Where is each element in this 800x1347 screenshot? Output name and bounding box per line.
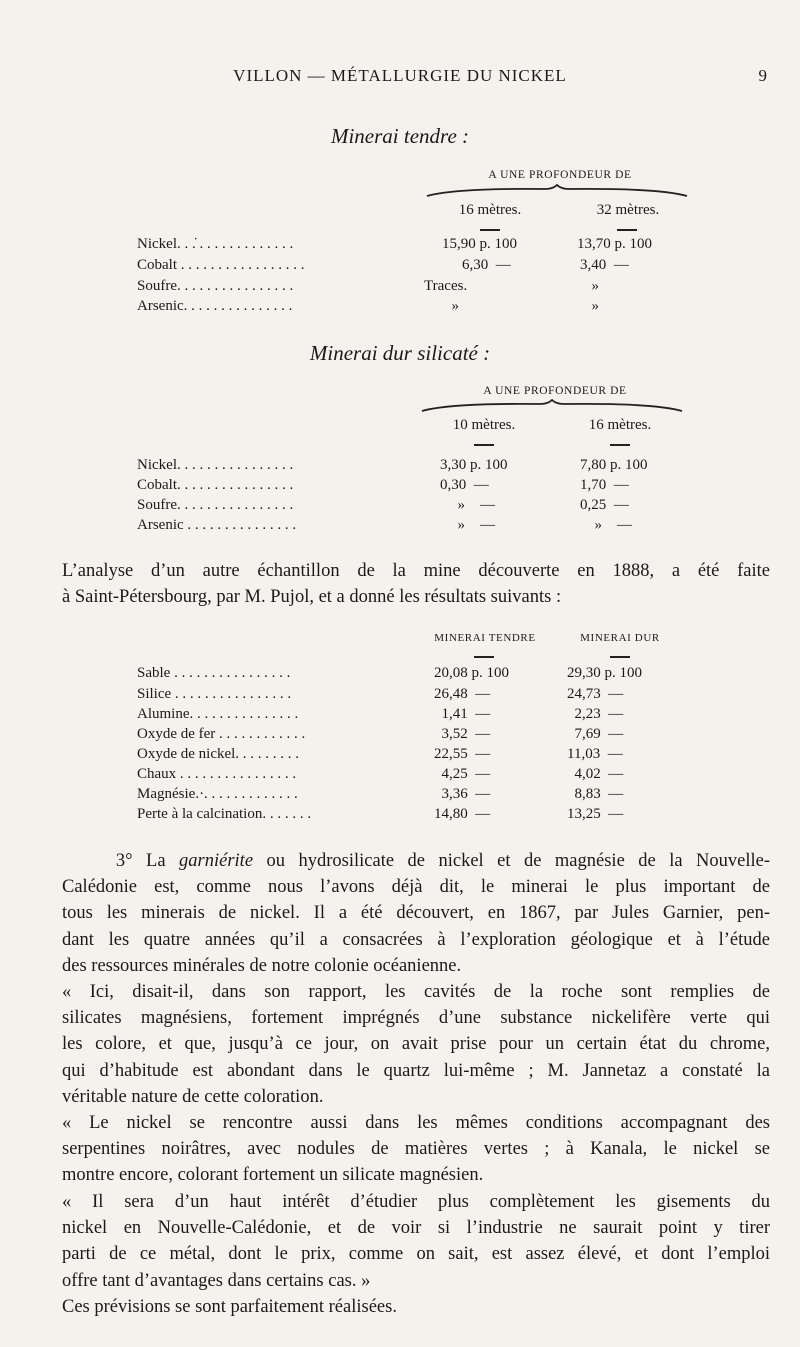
row-value-16m: 6,30 —: [462, 257, 511, 273]
table2-col2-rule: [610, 444, 630, 446]
final-paragraph: [62, 1294, 770, 1320]
table2-title: Minerai dur silicaté :: [309, 341, 491, 365]
text-segment: 3° La: [115, 851, 180, 871]
table1-col2-rule: [617, 229, 637, 231]
text-line: véritable nature de cette coloration.: [62, 1086, 324, 1107]
table3-row: [137, 686, 677, 706]
text-line: L’analyse d’un autre échantillon de la mine découverte en 1888, a été faite: [62, 561, 770, 581]
quote-paragraph-1: [62, 979, 770, 1110]
row-label: Nickel. . .̇ . . . . . . . . . . . . .: [137, 236, 294, 252]
row-label: Cobalt . . . . . . . . . . . . . . . . .: [137, 257, 305, 273]
page-number: 9: [758, 66, 768, 85]
text-line: des ressources minérales de notre colonie océanienne.: [62, 955, 462, 976]
row-value-dur: 4,02 —: [567, 766, 624, 782]
text-line: qui d’habitude est abondant dans le quartz lui-même ; M. Jannetaz a constaté la: [62, 1060, 770, 1081]
row-value-dur: 29,30 p. 100: [567, 665, 642, 681]
row-label: Arsenic. . . . . . . . . . . . . . .: [137, 298, 293, 314]
text-line: dant les quatre années qu’il a consacrées à l’exploration géologique et à l’étude: [62, 929, 770, 950]
table1-row: [137, 236, 677, 256]
row-value-10m: » —: [450, 517, 495, 533]
row-label: Magnésie.·. . . . . . . . . . . . .: [137, 786, 298, 802]
row-label: Soufre. . . . . . . . . . . . . . . .: [137, 497, 294, 513]
row-value-32m: 3,40 —: [580, 257, 629, 273]
running-header: [0, 66, 800, 90]
table1-group-header: A UNE PROFONDEUR DE: [488, 169, 632, 181]
row-value-16m: » —: [587, 517, 632, 533]
quote-paragraph-3: [62, 1189, 770, 1294]
table3-row: [137, 766, 677, 786]
row-value-32m: 13,70 p. 100: [577, 236, 652, 252]
row-value-tendre: 26,48 —: [434, 686, 491, 702]
table3-row: [137, 665, 677, 685]
text-line: parti de ce métal, dont le prix, comme on sait, est assez élevé, et dont l’emploi: [62, 1244, 770, 1265]
text-line: Calédonie est, comme nous l’avons déjà dit, le minerai le plus important de: [62, 877, 770, 898]
text-line: à Saint-Pétersbourg, par M. Pujol, et a donné les résultats suivants :: [62, 587, 562, 608]
intro-paragraph: [62, 558, 770, 610]
row-value-tendre: 1,41 —: [434, 706, 491, 722]
term-garnierite: garniérite: [179, 851, 254, 871]
row-label: Oxyde de fer . . . . . . . . . . . .: [137, 726, 306, 742]
table2-row: [137, 517, 677, 537]
table3-col2-header: MINERAI DUR: [580, 632, 660, 644]
table1-col1-rule: [480, 229, 500, 231]
table2-col1-rule: [474, 444, 494, 446]
row-value-dur: 7,69 —: [567, 726, 624, 742]
row-label: Soufre. . . . . . . . . . . . . . . .: [137, 278, 294, 294]
row-label: Cobalt. . . . . . . . . . . . . . . .: [137, 477, 294, 493]
table3-row: [137, 706, 677, 726]
row-value-16m: 15,90 p. 100: [442, 236, 517, 252]
row-value-16m: Traces.: [424, 278, 468, 294]
row-value-tendre: 14,80 —: [434, 806, 491, 822]
row-value-tendre: 4,25 —: [434, 766, 491, 782]
row-label: Oxyde de nickel. . . . . . . . .: [137, 746, 300, 762]
table1-row: [137, 298, 677, 318]
text-line: les colore, et que, jusqu’à ce jour, on avait prise pour un certain état du chrome,: [62, 1034, 770, 1055]
table3-row: [137, 786, 677, 806]
table1-row: [137, 278, 677, 298]
row-value-32m: »: [584, 298, 599, 314]
text-line: « Ici, disait-il, dans son rapport, les cavités de la roche sont remplies de: [62, 982, 770, 1002]
row-value-dur: 11,03 —: [567, 746, 623, 762]
table1-col2-header: 32 mètres.: [596, 202, 660, 218]
row-value-tendre: 20,08 p. 100: [434, 665, 509, 681]
table2-brace: [420, 399, 685, 413]
row-value-dur: 13,25 —: [567, 806, 624, 822]
row-value-10m: 3,30 p. 100: [440, 457, 508, 473]
running-title: VILLON — MÉTALLURGIE DU NICKEL: [233, 66, 567, 85]
row-value-dur: 2,23 —: [567, 706, 624, 722]
row-value-16m: »: [444, 298, 459, 314]
table2-row: [137, 457, 677, 477]
row-label: Nickel. . . . . . . . . . . . . . . .: [137, 457, 294, 473]
row-value-tendre: 22,55 —: [434, 746, 491, 762]
text-line: « Il sera d’un haut intérêt d’étudier plus complètement les gisements du: [62, 1192, 770, 1212]
text-line: tous les minerais de nickel. Il a été découvert, en 1867, par Jules Garnier, pen-: [62, 903, 770, 924]
text-line: offre tant d’avantages dans certains cas. »: [62, 1270, 371, 1291]
text-segment: ou hydrosilicate de nickel et de magnésie de la Nouvelle-: [253, 851, 770, 871]
text-line: « Le nickel se rencontre aussi dans les mêmes conditions accompagnant des: [62, 1113, 770, 1133]
text-line: [62, 848, 770, 874]
table3-col1-header: MINERAI TENDRE: [434, 632, 536, 644]
table2-col1-header: 10 mètres.: [452, 417, 516, 433]
row-value-dur: 24,73 —: [567, 686, 624, 702]
table2-group-header: A UNE PROFONDEUR DE: [483, 385, 627, 397]
quote-paragraph-2: [62, 1110, 770, 1189]
row-label: Chaux . . . . . . . . . . . . . . . .: [137, 766, 297, 782]
table1-title: Minerai tendre :: [330, 124, 470, 148]
row-value-10m: 0,30 —: [440, 477, 489, 493]
text-line: serpentines noirâtres, avec nodules de matières vertes ; à Kanala, le nickel se: [62, 1139, 770, 1160]
table3-row: [137, 726, 677, 746]
row-label: Alumine. . . . . . . . . . . . . . .: [137, 706, 299, 722]
table3-col1-rule: [474, 656, 494, 658]
row-value-16m: 1,70 —: [580, 477, 629, 493]
table2-row: [137, 497, 677, 517]
row-value-dur: 8,83 —: [567, 786, 624, 802]
text-line: montre encore, colorant fortement un silicate magnésien.: [62, 1165, 484, 1186]
row-value-10m: » —: [450, 497, 495, 513]
row-value-16m: 0,25 —: [580, 497, 629, 513]
table3-row: [137, 806, 677, 826]
text-line: silicates magnésiens, fortement imprégnés d’une substance nickelifère verte qui: [62, 1008, 770, 1029]
table2-row: [137, 477, 677, 497]
table3-col2-rule: [610, 656, 630, 658]
table1-col1-header: 16 mètres.: [458, 202, 522, 218]
row-value-32m: »: [584, 278, 599, 294]
row-value-tendre: 3,36 —: [434, 786, 491, 802]
row-label: Sable . . . . . . . . . . . . . . . .: [137, 665, 291, 681]
row-value-16m: 7,80 p. 100: [580, 457, 648, 473]
table1-row: [137, 257, 677, 277]
text-line: nickel en Nouvelle-Calédonie, et de voir si l’industrie ne saurait point y tirer: [62, 1218, 770, 1239]
table1-brace: [425, 184, 690, 198]
row-label: Silice . . . . . . . . . . . . . . . .: [137, 686, 292, 702]
text-line: Ces prévisions se sont parfaitement réalisées.: [62, 1297, 397, 1317]
row-value-tendre: 3,52 —: [434, 726, 491, 742]
table3-row: [137, 746, 677, 766]
garnierite-paragraph: [62, 848, 770, 979]
table2-col2-header: 16 mètres.: [588, 417, 652, 433]
row-label: Perte à la calcination. . . . . . .: [137, 806, 312, 822]
row-label: Arsenic . . . . . . . . . . . . . . .: [137, 517, 297, 533]
